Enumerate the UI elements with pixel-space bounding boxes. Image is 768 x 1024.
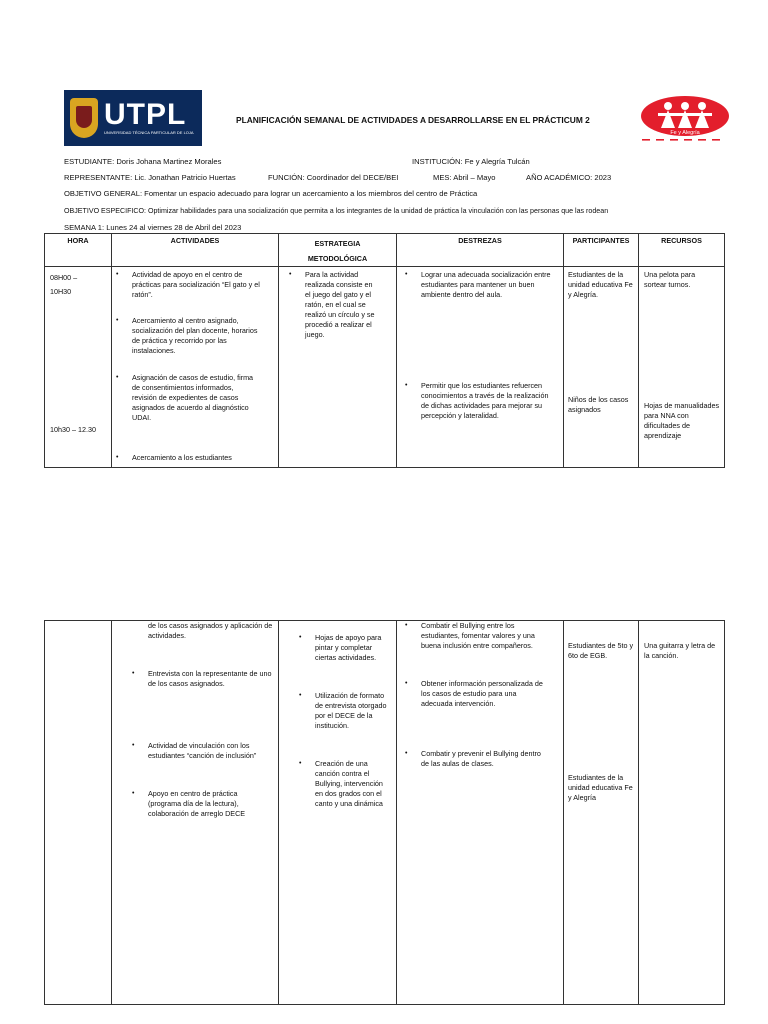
list-item: • Actividad de apoyo en el centro de prácticas para socialización “El gato y el ratón”. [116,270,260,299]
actividades-continuation: de los casos asignados y aplicación de actividades. [148,621,273,640]
table-row [45,267,725,468]
recursos-value: Una guitarra y letra de la canción. [644,641,716,660]
list-item: • Combatir el Bullying entre los estudiantes, fomentar valores y una buena inclusión entre compañeros. [405,621,535,650]
list-item: • Acercamiento a los estudiantes [116,453,232,462]
estudiante-field: ESTUDIANTE: Doris Johana Martinez Morales [64,157,222,166]
list-item: • Combatir y prevenir el Bullying dentro de las aulas de clases. [405,749,541,768]
list-item: • Acercamiento al centro asignado, socialización del plan docente, horarios de práctica y recorrido por las instalaciones. [116,316,258,355]
hora-value: 08H00 – 10H30 [50,273,78,296]
fe-y-alegria-logo-text: Fe y Alegría [670,130,700,136]
list-item: • Para la actividad realizada consiste en el juego del gato y el ratón, en el cual se realizó un círculo y se procedió a realizar el juego. [289,270,375,339]
header-actividades: ACTIVIDADES [112,234,279,267]
table-row [45,621,725,1005]
destrezas-cell [397,621,564,1005]
list-item: • Utilización de formato de entrevista otorgado por el DECE de la institución. [299,691,387,730]
header-recursos: RECURSOS [639,234,725,267]
utpl-logo [64,90,202,146]
utpl-logo-text: UTPL [104,98,187,131]
hora-cell [45,267,112,468]
participantes-value: Estudiantes de la unidad educativa Fe y Alegría [568,773,633,802]
recursos-cell [639,267,725,468]
header-participantes: PARTICIPANTES [564,234,639,267]
objetivo-especifico: OBJETIVO ESPECIFICO: Optimizar habilidades para una socialización que permita a los integrantes de la unidad de práctica la vinculación con las personas que las rodean [64,207,609,215]
list-item: • Obtener información personalizada de los casos de estudio para una adecuada intervención. [405,679,543,708]
logo-underline [640,137,730,143]
list-item: • Apoyo en centro de práctica (programa día de la lectura), colaboración de arreglo DECE [132,789,246,818]
planning-table-page-2 [44,620,725,1005]
destrezas-cell [397,267,564,468]
list-item: • Creación de una canción contra el Bullying, intervención en dos grados con el canto y una dinámica [299,759,383,808]
list-item: • Entrevista con la representante de uno de los casos asignados. [132,669,272,688]
participantes-cell [564,621,639,1005]
document-title: PLANIFICACIÓN SEMANAL DE ACTIVIDADES A DESARROLLARSE EN EL PRÁCTICUM 2 [236,115,590,125]
header-estrategia: ESTRATEGIA METODOLÓGICA [279,234,397,267]
estrategia-cell [279,621,397,1005]
hora-value: 10h30 – 12.30 [50,425,96,434]
shield-icon [70,98,98,138]
actividades-cell [112,267,279,468]
planning-table-page-1 [44,233,725,468]
funcion-field: FUNCIÓN: Coordinador del DECE/BEI [268,173,399,182]
institucion-field: INSTITUCIÓN: Fe y Alegría Tulcán [412,157,530,166]
estrategia-cell [279,267,397,468]
participantes-value: Niños de los casos asignados [568,395,629,414]
mes-field: MES: Abril – Mayo [433,173,496,182]
list-item: • Asignación de casos de estudio, firma de consentimientos informados, revisión de expedientes de casos asignados de acuerdo al diagnóstico UDAI. [116,373,254,422]
actividades-cell [112,621,279,1005]
objetivo-general: OBJETIVO GENERAL: Fomentar un espacio adecuado para lograr un acercamiento a los miembros del centro de Práctica [64,189,478,198]
recursos-value: Una pelota para sortear turnos. [644,270,696,289]
hora-cell [45,621,112,1005]
header-destrezas: DESTREZAS [397,234,564,267]
header-hora: HORA [45,234,112,267]
recursos-cell [639,621,725,1005]
list-item: • Lograr una adecuada socialización entre estudiantes para mantener un buen ambiente dentro del aula. [405,270,551,299]
representante-field: REPRESENTANTE: Lic. Jonathan Patricio Huertas [64,173,236,182]
participantes-value: Estudiantes de 5to y 6to de EGB. [568,641,634,660]
participantes-value: Estudiantes de la unidad educativa Fe y Alegría. [568,270,633,299]
anio-field: AÑO ACADÉMICO: 2023 [526,173,612,182]
list-item: • Actividad de vinculación con los estudiantes “canción de inclusión” [132,741,257,760]
recursos-value: Hojas de manualidades para NNA con dificultades de aprendizaje [644,401,720,440]
list-item: • Hojas de apoyo para pintar y completar ciertas actividades. [299,633,382,662]
fe-y-alegria-logo [640,95,730,137]
participantes-cell [564,267,639,468]
table-header-row [45,234,725,267]
utpl-logo-subtext: UNIVERSIDAD TÉCNICA PARTICULAR DE LOJA [104,130,194,135]
list-item: • Permitir que los estudiantes refuercen conocimientos a través de la realización de dichas actividades para mejorar su percepción y lateralidad. [405,381,549,420]
semana-field: SEMANA 1: Lunes 24 al viernes 28 de Abril del 2023 [64,223,242,232]
